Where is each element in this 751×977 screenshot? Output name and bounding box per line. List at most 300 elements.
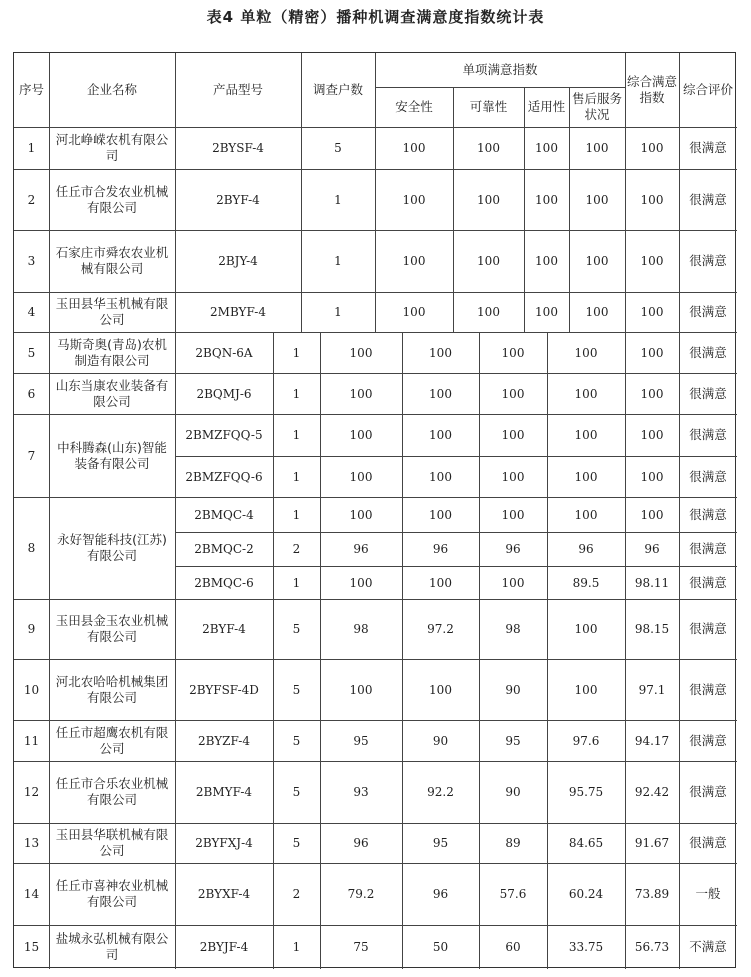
grid-line bbox=[402, 863, 403, 925]
row-company: 马斯奇奥(青岛)农机制造有限公司 bbox=[57, 336, 167, 368]
grid-line bbox=[569, 292, 570, 332]
row-eval: 很满意 bbox=[689, 304, 727, 319]
header-seq: 序号 bbox=[18, 82, 44, 97]
row-reliability: 96 bbox=[432, 542, 449, 556]
row-count: 5 bbox=[292, 836, 301, 850]
row-service: 33.75 bbox=[568, 940, 604, 954]
grid-line bbox=[479, 761, 480, 823]
grid-line bbox=[175, 823, 176, 863]
grid-line bbox=[625, 414, 626, 456]
grid-line bbox=[301, 230, 302, 292]
header-company: 企业名称 bbox=[86, 82, 137, 97]
row-overall: 100 bbox=[640, 386, 664, 401]
grid-line bbox=[175, 599, 176, 659]
grid-line bbox=[679, 761, 680, 823]
grid-line bbox=[625, 332, 626, 373]
grid-line bbox=[273, 566, 274, 599]
grid-line bbox=[301, 53, 302, 127]
row-overall: 94.17 bbox=[634, 733, 670, 748]
row-eval: 很满意 bbox=[689, 140, 727, 155]
grid-line bbox=[625, 292, 626, 332]
grid-line bbox=[453, 292, 454, 332]
row-applicability: 100 bbox=[535, 192, 558, 207]
row-safety: 100 bbox=[349, 345, 373, 360]
grid-line bbox=[402, 599, 403, 659]
row-service: 96 bbox=[578, 542, 594, 556]
grid-line bbox=[49, 169, 50, 230]
grid-line bbox=[175, 230, 176, 292]
grid-line bbox=[49, 925, 50, 969]
row-seq: 12 bbox=[23, 785, 40, 799]
grid-line bbox=[175, 127, 176, 169]
row-eval: 很满意 bbox=[689, 835, 727, 850]
row-safety: 100 bbox=[402, 305, 426, 319]
row-service: 97.6 bbox=[572, 733, 600, 748]
row-reliability: 96 bbox=[432, 887, 449, 901]
row-overall: 100 bbox=[640, 345, 664, 360]
grid-line bbox=[273, 761, 274, 823]
row-safety: 93 bbox=[353, 785, 369, 799]
row-safety: 100 bbox=[349, 682, 373, 697]
grid-line bbox=[49, 373, 50, 414]
row-model: 2BMQC-4 bbox=[194, 507, 254, 522]
row-service: 89.5 bbox=[572, 575, 600, 590]
grid-line bbox=[301, 292, 302, 332]
row-reliability: 100 bbox=[477, 305, 500, 319]
grid-line bbox=[625, 127, 626, 169]
grid-line bbox=[175, 373, 176, 414]
row-reliability: 50 bbox=[432, 940, 449, 954]
grid-line bbox=[625, 497, 626, 532]
grid-line bbox=[547, 925, 548, 969]
grid-line bbox=[49, 53, 50, 127]
grid-line bbox=[679, 373, 680, 414]
row-applicability: 100 bbox=[501, 469, 525, 484]
row-safety: 96 bbox=[353, 836, 369, 850]
grid-line bbox=[273, 532, 274, 566]
table-title: 表4 单粒（精密）播种机调查满意度指数统计表 bbox=[206, 8, 545, 26]
row-reliability: 90 bbox=[432, 733, 449, 748]
row-eval: 很满意 bbox=[689, 468, 727, 484]
header-count: 调查户数 bbox=[312, 82, 363, 97]
grid-line bbox=[524, 292, 525, 332]
row-service: 100 bbox=[574, 507, 598, 522]
grid-line bbox=[479, 456, 480, 497]
grid-line bbox=[524, 87, 525, 127]
row-service: 100 bbox=[574, 622, 598, 636]
grid-line bbox=[479, 720, 480, 761]
grid-line bbox=[625, 169, 626, 230]
grid-line bbox=[49, 292, 50, 332]
row-count: 5 bbox=[292, 785, 301, 799]
grid-line bbox=[547, 332, 548, 373]
grid-line bbox=[479, 414, 480, 456]
grid-line bbox=[547, 659, 548, 720]
grid-line bbox=[402, 532, 403, 566]
grid-line bbox=[453, 230, 454, 292]
row-eval: 很满意 bbox=[689, 574, 727, 590]
grid-line bbox=[569, 87, 570, 127]
row-seq: 11 bbox=[23, 733, 40, 748]
grid-line bbox=[547, 863, 548, 925]
grid-line bbox=[625, 230, 626, 292]
grid-line bbox=[301, 169, 302, 230]
row-company: 玉田县华玉机械有限公司 bbox=[55, 296, 169, 327]
grid-line bbox=[479, 863, 480, 925]
row-seq: 10 bbox=[23, 682, 40, 697]
grid-line bbox=[625, 373, 626, 414]
grid-line bbox=[320, 823, 321, 863]
row-service: 100 bbox=[585, 192, 609, 207]
grid-line bbox=[479, 332, 480, 373]
row-count: 5 bbox=[292, 682, 301, 697]
row-applicability: 89 bbox=[505, 836, 521, 850]
row-model: 2BQMJ-6 bbox=[196, 386, 252, 401]
row-applicability: 100 bbox=[535, 254, 558, 268]
grid-line bbox=[679, 127, 680, 169]
row-applicability: 90 bbox=[505, 785, 521, 799]
row-reliability: 100 bbox=[429, 682, 452, 697]
grid-line bbox=[375, 292, 376, 332]
row-model: 2BYF-4 bbox=[216, 192, 260, 207]
row-company: 永好智能科技(江苏)有限公司 bbox=[57, 532, 167, 563]
row-count: 2 bbox=[292, 887, 301, 901]
row-applicability: 90 bbox=[505, 682, 521, 697]
row-service: 100 bbox=[574, 469, 598, 484]
row-count: 1 bbox=[292, 575, 301, 590]
row-reliability: 100 bbox=[477, 254, 500, 268]
header-evaluation: 综合评价 bbox=[682, 82, 733, 97]
header-service: 售后服务状况 bbox=[571, 91, 622, 122]
grid-line bbox=[679, 720, 680, 761]
grid-line bbox=[524, 230, 525, 292]
row-overall: 98.15 bbox=[634, 622, 670, 636]
grid-line bbox=[49, 230, 50, 292]
header-overall-index: 综合满意指数 bbox=[627, 74, 677, 105]
grid-line bbox=[524, 127, 525, 169]
row-model: 2BMQC-2 bbox=[194, 542, 254, 556]
grid-line bbox=[320, 373, 321, 414]
row-eval: 很满意 bbox=[689, 784, 727, 799]
grid-line bbox=[625, 566, 626, 599]
grid-line bbox=[547, 566, 548, 599]
grid-line bbox=[175, 332, 176, 373]
grid-line bbox=[273, 373, 274, 414]
grid-line bbox=[320, 720, 321, 761]
row-eval: 很满意 bbox=[689, 621, 727, 636]
header-safety: 安全性 bbox=[395, 99, 433, 114]
grid-line bbox=[273, 863, 274, 925]
grid-line bbox=[625, 761, 626, 823]
grid-line bbox=[625, 599, 626, 659]
grid-line bbox=[175, 532, 176, 566]
row-applicability: 100 bbox=[501, 386, 525, 401]
row-model: 2BYFSF-4D bbox=[189, 682, 259, 697]
grid-line bbox=[273, 659, 274, 720]
row-overall: 100 bbox=[640, 507, 664, 522]
grid-line bbox=[273, 925, 274, 969]
row-company: 河北农哈哈机械集团有限公司 bbox=[55, 673, 169, 705]
grid-line bbox=[453, 87, 454, 127]
grid-line bbox=[273, 332, 274, 373]
row-overall: 100 bbox=[640, 192, 664, 207]
grid-line bbox=[479, 599, 480, 659]
grid-line bbox=[569, 169, 570, 230]
row-safety: 79.2 bbox=[347, 887, 375, 901]
row-overall: 91.67 bbox=[634, 836, 670, 850]
row-seq: 9 bbox=[27, 622, 36, 636]
row-reliability: 100 bbox=[429, 469, 452, 484]
row-eval: 很满意 bbox=[689, 732, 727, 748]
row-reliability: 100 bbox=[477, 141, 500, 155]
row-overall: 97.1 bbox=[638, 682, 666, 697]
row-reliability: 100 bbox=[429, 428, 452, 442]
grid-line bbox=[679, 414, 680, 456]
row-overall: 96 bbox=[644, 542, 660, 556]
row-model: 2BYSF-4 bbox=[212, 141, 264, 155]
grid-line bbox=[49, 456, 50, 497]
row-eval: 很满意 bbox=[689, 427, 727, 442]
row-overall: 100 bbox=[640, 428, 664, 442]
grid-line bbox=[49, 332, 50, 373]
row-overall: 56.73 bbox=[634, 940, 670, 954]
row-safety: 100 bbox=[402, 254, 426, 268]
grid-line bbox=[320, 414, 321, 456]
row-eval: 很满意 bbox=[689, 344, 727, 360]
grid-line bbox=[49, 127, 50, 169]
grid-line bbox=[402, 925, 403, 969]
row-eval: 很满意 bbox=[689, 541, 727, 556]
grid-line bbox=[175, 659, 176, 720]
row-count: 1 bbox=[292, 386, 301, 401]
grid-line bbox=[273, 497, 274, 532]
row-company: 任丘市超鹰农机有限公司 bbox=[55, 724, 169, 756]
grid-line bbox=[402, 566, 403, 599]
grid-line bbox=[479, 373, 480, 414]
grid-line bbox=[402, 720, 403, 761]
row-company: 石家庄市舜农农业机械有限公司 bbox=[55, 245, 169, 276]
row-count: 2 bbox=[292, 542, 301, 556]
row-service: 60.24 bbox=[568, 887, 604, 901]
grid-line bbox=[547, 823, 548, 863]
row-overall: 100 bbox=[640, 254, 664, 268]
grid-line bbox=[402, 659, 403, 720]
grid-line bbox=[49, 532, 50, 566]
grid-line bbox=[375, 127, 376, 169]
row-applicability: 96 bbox=[505, 542, 521, 556]
grid-line bbox=[479, 497, 480, 532]
grid-line bbox=[320, 599, 321, 659]
grid-line bbox=[273, 720, 274, 761]
grid-line bbox=[679, 53, 680, 127]
grid-line bbox=[175, 414, 176, 456]
grid-line bbox=[679, 863, 680, 925]
row-service: 100 bbox=[585, 305, 609, 319]
grid-line bbox=[679, 332, 680, 373]
grid-line bbox=[273, 599, 274, 659]
row-eval: 很满意 bbox=[689, 681, 727, 697]
grid-line bbox=[49, 720, 50, 761]
grid-line bbox=[175, 456, 176, 497]
grid-line bbox=[625, 720, 626, 761]
row-model: 2BQN-6A bbox=[195, 345, 253, 360]
row-seq: 5 bbox=[27, 345, 36, 360]
grid-line bbox=[547, 373, 548, 414]
row-seq: 13 bbox=[23, 836, 40, 850]
row-safety: 100 bbox=[349, 428, 373, 442]
grid-line bbox=[402, 761, 403, 823]
grid-line bbox=[175, 863, 176, 925]
row-seq: 8 bbox=[27, 541, 36, 555]
grid-line bbox=[679, 230, 680, 292]
row-reliability: 100 bbox=[429, 507, 452, 522]
grid-line bbox=[402, 456, 403, 497]
grid-line bbox=[679, 823, 680, 863]
row-eval: 很满意 bbox=[689, 506, 727, 522]
grid-line bbox=[49, 414, 50, 456]
row-service: 100 bbox=[574, 428, 598, 442]
row-count: 5 bbox=[292, 622, 301, 636]
row-model: 2BMZFQQ-5 bbox=[185, 428, 263, 442]
grid-line bbox=[320, 863, 321, 925]
row-company: 任丘市合发农业机械有限公司 bbox=[55, 183, 169, 215]
row-company: 任丘市合乐农业机械有限公司 bbox=[55, 776, 169, 807]
row-company: 任丘市喜神农业机械有限公司 bbox=[55, 878, 169, 909]
grid-line bbox=[49, 761, 50, 823]
grid-line bbox=[453, 169, 454, 230]
row-eval: 很满意 bbox=[689, 253, 727, 268]
row-count: 1 bbox=[292, 345, 301, 360]
grid-line bbox=[679, 599, 680, 659]
grid-line bbox=[569, 230, 570, 292]
row-overall: 92.42 bbox=[634, 785, 670, 799]
row-applicability: 100 bbox=[501, 507, 525, 522]
grid-line bbox=[320, 925, 321, 969]
row-service: 100 bbox=[574, 682, 598, 697]
grid-line bbox=[175, 566, 176, 599]
grid-line bbox=[679, 292, 680, 332]
grid-line bbox=[375, 169, 376, 230]
grid-line bbox=[625, 53, 626, 127]
row-company: 盐城永弘机械有限公司 bbox=[55, 931, 169, 962]
grid-line bbox=[175, 761, 176, 823]
grid-line bbox=[625, 456, 626, 497]
row-safety: 98 bbox=[353, 622, 369, 636]
grid-line bbox=[479, 925, 480, 969]
row-eval: 一般 bbox=[695, 886, 721, 901]
row-applicability: 60 bbox=[505, 940, 521, 954]
row-safety: 100 bbox=[349, 469, 373, 484]
header-reliability: 可靠性 bbox=[469, 99, 508, 114]
grid-line bbox=[625, 863, 626, 925]
row-model: 2BYJF-4 bbox=[199, 940, 249, 954]
row-seq: 3 bbox=[27, 254, 36, 268]
row-seq: 1 bbox=[27, 141, 36, 155]
grid-line bbox=[375, 230, 376, 292]
header-single-index: 单项满意指数 bbox=[462, 62, 538, 77]
grid-line bbox=[547, 599, 548, 659]
grid-line bbox=[320, 497, 321, 532]
row-eval: 很满意 bbox=[689, 385, 727, 401]
grid-line bbox=[49, 823, 50, 863]
row-count: 1 bbox=[292, 428, 301, 442]
grid-line bbox=[479, 823, 480, 863]
row-safety: 100 bbox=[402, 192, 426, 207]
row-company: 玉田县华联机械有限公司 bbox=[55, 827, 169, 858]
grid-line bbox=[175, 169, 176, 230]
grid-line bbox=[49, 863, 50, 925]
grid-line bbox=[273, 456, 274, 497]
row-safety: 100 bbox=[349, 507, 373, 522]
row-count: 5 bbox=[334, 141, 342, 155]
grid-line bbox=[402, 414, 403, 456]
grid-line bbox=[547, 497, 548, 532]
row-reliability: 92.2 bbox=[427, 785, 454, 799]
row-seq: 14 bbox=[23, 887, 40, 901]
grid-line bbox=[479, 566, 480, 599]
grid-line bbox=[402, 332, 403, 373]
row-count: 5 bbox=[292, 733, 301, 748]
row-model: 2BYF-4 bbox=[202, 622, 246, 636]
row-reliability: 100 bbox=[429, 345, 452, 360]
grid-line bbox=[547, 456, 548, 497]
row-company: 河北峥嵘农机有限公司 bbox=[55, 132, 169, 163]
row-applicability: 100 bbox=[535, 141, 558, 155]
row-safety: 100 bbox=[349, 575, 373, 590]
grid-line bbox=[320, 332, 321, 373]
grid-line bbox=[49, 497, 50, 532]
row-seq: 4 bbox=[27, 305, 36, 319]
grid-line bbox=[49, 659, 50, 720]
row-model: 2BYZF-4 bbox=[198, 733, 250, 748]
grid-line bbox=[547, 761, 548, 823]
grid-line bbox=[175, 925, 176, 969]
grid-line bbox=[320, 761, 321, 823]
grid-line bbox=[175, 53, 176, 127]
grid-line bbox=[569, 127, 570, 169]
grid-line bbox=[625, 925, 626, 969]
header-model: 产品型号 bbox=[212, 82, 263, 97]
row-reliability: 100 bbox=[429, 575, 452, 590]
row-seq: 6 bbox=[27, 386, 36, 401]
row-overall: 98.11 bbox=[634, 575, 670, 590]
row-service: 100 bbox=[585, 254, 609, 268]
row-model: 2BYXF-4 bbox=[197, 887, 251, 901]
grid-line bbox=[679, 169, 680, 230]
row-reliability: 100 bbox=[429, 386, 452, 401]
row-safety: 100 bbox=[349, 386, 373, 401]
row-safety: 95 bbox=[353, 733, 369, 748]
row-eval: 不满意 bbox=[689, 939, 727, 954]
grid-line bbox=[175, 720, 176, 761]
row-count: 1 bbox=[292, 940, 301, 954]
row-company: 玉田县金玉农业机械有限公司 bbox=[55, 613, 169, 644]
grid-line bbox=[679, 566, 680, 599]
row-seq: 2 bbox=[27, 192, 36, 207]
row-overall: 100 bbox=[640, 305, 664, 319]
row-applicability: 100 bbox=[501, 428, 525, 442]
grid-line bbox=[320, 532, 321, 566]
grid-line bbox=[320, 456, 321, 497]
row-count: 1 bbox=[292, 469, 301, 484]
grid-line bbox=[175, 292, 176, 332]
row-model: 2BMZFQQ-6 bbox=[185, 469, 263, 484]
row-seq: 15 bbox=[23, 940, 40, 954]
row-count: 1 bbox=[334, 192, 342, 207]
grid-line bbox=[625, 659, 626, 720]
grid-line bbox=[625, 823, 626, 863]
row-reliability: 95 bbox=[432, 836, 449, 850]
